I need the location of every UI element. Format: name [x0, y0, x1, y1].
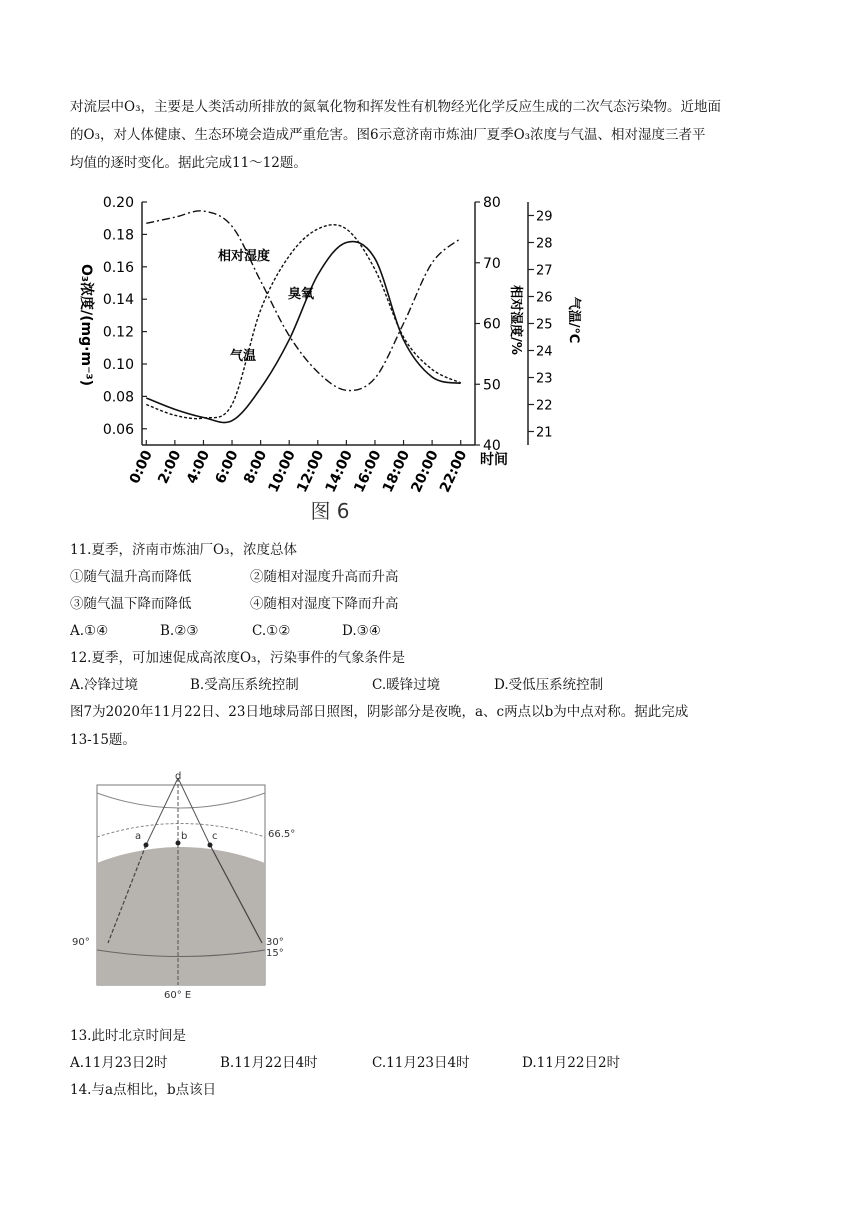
point-a: [144, 843, 149, 848]
q13-choice-a: A.11月23日2时: [70, 1055, 168, 1071]
x-tick-label: 4:00: [183, 447, 214, 487]
intro-line-3: 均值的逐时变化。据此完成11～12题。: [70, 155, 307, 171]
mid-tick-label: 40: [483, 438, 501, 454]
intro2-line-2: 13-15题。: [70, 732, 136, 748]
point-c: [208, 843, 213, 848]
right-tick-label: 28: [536, 236, 553, 252]
label-30: 30°: [266, 937, 284, 948]
left-tick-label: 0.16: [102, 259, 134, 276]
q11-option-2: ②随相对湿度升高而升高: [250, 569, 399, 585]
q11-option-4: ④随相对湿度下降而升高: [250, 596, 399, 612]
right-tick-label: 23: [536, 371, 553, 387]
x-tick-label: 12:00: [294, 447, 328, 496]
ozone-label: 臭氧: [288, 287, 315, 302]
label-a: a: [135, 831, 142, 842]
right-tick-label: 26: [536, 290, 553, 306]
x-axis-label: 时间: [480, 452, 508, 468]
label-90: 90°: [72, 937, 90, 948]
left-tick-label: 0.08: [102, 389, 134, 406]
x-tick-label: 18:00: [379, 447, 414, 496]
x-tick-label: 22:00: [436, 447, 471, 496]
humidity-label: 相对湿度: [218, 249, 271, 264]
right-tick-label: 21: [536, 425, 553, 441]
q11-choice-c: C.①②: [252, 623, 291, 639]
x-tick-label: 0:00: [126, 447, 156, 487]
figure-6-chart: [60, 180, 600, 525]
right-tick-label: 29: [536, 209, 553, 225]
q14-stem: 14.与a点相比，b点该日: [70, 1082, 217, 1098]
q11-option-3: ③随气温下降而降低: [70, 596, 192, 612]
label-15: 15°: [266, 948, 284, 959]
x-tick-label: 16:00: [351, 447, 385, 496]
right-axis-label: 气温/℃: [566, 296, 581, 344]
q12-choice-c: C.暖锋过境: [372, 677, 441, 693]
q11-stem: 11.夏季，济南市炼油厂O₃，浓度总体: [70, 542, 297, 558]
label-b: b: [181, 831, 188, 842]
q12-stem: 12.夏季，可加速促成高浓度O₃，污染事件的气象条件是: [70, 650, 405, 666]
right-tick-label: 22: [536, 398, 553, 414]
mid-tick-label: 80: [483, 195, 501, 211]
mid-axis-label: 相对湿度/%: [508, 285, 523, 355]
x-tick-label: 8:00: [241, 447, 271, 487]
q11-option-1: ①随气温升高而降低: [70, 569, 192, 585]
left-tick-label: 0.18: [102, 227, 134, 244]
mid-tick-label: 60: [483, 316, 501, 333]
left-tick-label: 0.10: [102, 357, 134, 373]
mid-tick-label: 70: [483, 255, 501, 272]
left-tick-label: 0.14: [102, 292, 134, 309]
q11-choice-a: A.①④: [70, 623, 109, 639]
q11-choice-b: B.②③: [160, 623, 199, 639]
q12-choice-b: B.受高压系统控制: [190, 677, 299, 693]
figure-6-caption: 图 6: [310, 499, 350, 523]
q12-choice-a: A.冷锋过境: [70, 677, 139, 693]
q13-choice-c: C.11月23日4时: [372, 1055, 470, 1071]
right-tick-label: 24: [536, 344, 553, 360]
x-tick-label: 2:00: [155, 447, 185, 487]
q11-choice-d: D.③④: [342, 623, 381, 639]
night-region: [97, 847, 265, 985]
label-60e: 60° E: [164, 990, 192, 1001]
x-tick-label: 20:00: [408, 447, 442, 496]
left-tick-label: 0.12: [102, 324, 134, 341]
q13-choice-d: D.11月22日2时: [522, 1055, 621, 1071]
q13-stem: 13.此时北京时间是: [70, 1028, 186, 1044]
q12-choice-d: D.受低压系统控制: [494, 677, 604, 693]
point-b: [176, 841, 181, 846]
temp-label: 气温: [230, 349, 257, 364]
intro2-line-1: 图7为2020年11月22日、23日地球局部日照图，阴影部分是夜晚，a、c两点以b为中点对称。据此完成: [70, 704, 689, 720]
label-d: d: [175, 771, 182, 782]
intro-line-2: 的O₃，对人体健康、生态环境会造成严重危害。图6示意济南市炼油厂夏季O₃浓度与气温、相对湿度三者平: [70, 127, 706, 143]
mid-tick-label: 50: [483, 377, 501, 394]
label-66-5: 66.5°: [268, 829, 296, 840]
x-tick-label: 14:00: [322, 447, 356, 496]
left-axis-label: O₃浓度/(mg·m⁻³): [78, 264, 94, 386]
x-tick-label: 10:00: [265, 447, 299, 496]
left-tick-label: 0.06: [102, 421, 134, 438]
label-c: c: [212, 831, 218, 842]
right-tick-label: 25: [536, 317, 553, 333]
right-tick-label: 27: [536, 263, 553, 279]
figure-7-diagram: [70, 765, 320, 1010]
left-tick-label: 0.20: [102, 195, 134, 211]
x-tick-label: 6:00: [212, 447, 242, 487]
q13-choice-b: B.11月22日4时: [220, 1055, 318, 1071]
intro-line-1: 对流层中O₃，主要是人类活动所排放的氮氧化物和挥发性有机物经光化学反应生成的二次气态污染物。近地面: [70, 99, 721, 115]
